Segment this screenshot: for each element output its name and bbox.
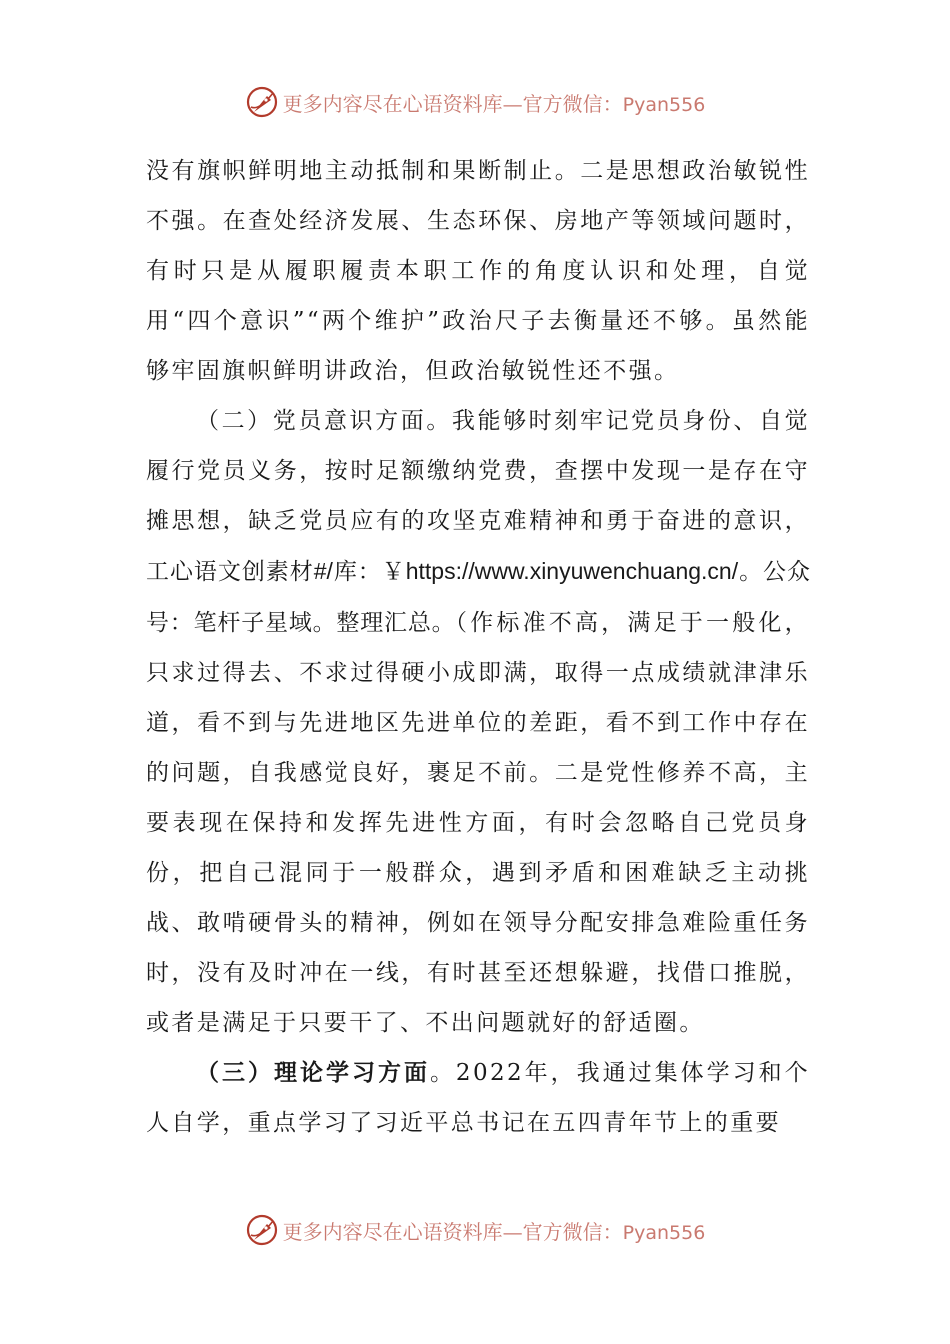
footer-text [283, 1216, 706, 1245]
paragraph-2 [146, 396, 810, 1048]
paragraph-2-rest: （作标准不高，满足于一般化，只求过得去、不求过得硬小成即满，取得一点成绩就津津乐道，看不到与先进地区先进单位的差距，看不到工作中存在的问题，自我感觉良好，裹足不前。二是党性修养不高，主要表现在保持和发挥先进性方面，有时会忽略自己党员身份，把自己混同于一般群众，遇到矛盾和困难缺乏主动挑战、敢啃硬骨头的精神，例如在领导分配安排急难险重任务时，没有及时冲在一线，有时甚至还想躲避，找借口推脱，或者是满足于只要干了、不出问题就好的舒适圈。 [146, 610, 810, 1036]
header-wechat-id: Pyan556 [622, 93, 706, 116]
section-heading-3: （三）理论学习方面 [196, 1059, 430, 1086]
paragraph-3 [146, 1048, 810, 1148]
pen-nib-logo-icon [245, 85, 279, 119]
header-channel: 官方微信： [522, 91, 623, 116]
footer-banner [0, 1208, 950, 1252]
footer-brand: 更多内容尽在心语资料库 [282, 1219, 503, 1244]
footer-channel: 官方微信： [522, 1219, 623, 1244]
paragraph-2-main: （二）党员意识方面。我能够时刻牢记党员身份、自觉履行党员义务，按时足额缴纳党费，查摆中发现一是存在守摊思想，缺乏党员应有的攻坚克难精神和勇于奋进的意识， [146, 408, 810, 534]
header-brand: 更多内容尽在心语资料库 [282, 91, 503, 116]
footer-wechat-id: Pyan556 [622, 1221, 706, 1244]
pen-nib-logo-icon [245, 1213, 279, 1247]
paragraph-1: 没有旗帜鲜明地主动抵制和果断制止。二是思想政治敏锐性不强。在查处经济发展、生态环保、房地产等领域问题时，有时只是从履职履责本职工作的角度认识和处理，自觉用“四个意识”“两个维护”政治尺子去衡量还不够。虽然能够牢固旗帜鲜明讲政治，但政治敏锐性还不强。 [146, 158, 810, 384]
paragraph-3-rest: 。2022年，我通过集体学习和个人自学，重点学习了习近平总书记在五四青年节上的重要 [146, 1060, 810, 1136]
header-dash: — [502, 91, 523, 116]
footer-dash: — [502, 1219, 523, 1244]
header-banner [0, 80, 950, 124]
document-body [146, 146, 810, 1148]
watermark-insert: 工心语文创素材#/库：￥https://www.xinyuwenchuang.cn/。公众号：笔杆子星域。整理汇总。 [146, 558, 810, 635]
header-text [283, 88, 706, 117]
